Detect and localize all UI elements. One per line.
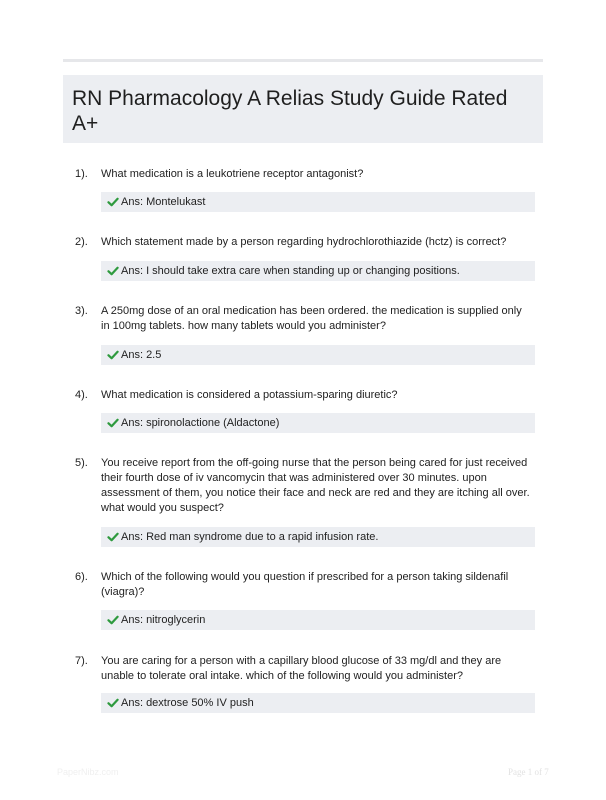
answer-text: Ans: Red man syndrome due to a rapid infusion rate. [121, 531, 379, 543]
checkmark-icon [107, 349, 119, 361]
question-number: 3). [75, 305, 88, 317]
answer-text: Ans: nitroglycerin [121, 614, 206, 626]
answer-box [101, 527, 535, 547]
page-number: Page 1 of 7 [508, 767, 549, 777]
answer-box [101, 192, 535, 212]
checkmark-icon [107, 417, 119, 429]
question-number: 4). [75, 389, 88, 401]
checkmark-icon [107, 196, 119, 208]
answer-box [101, 413, 535, 433]
answer-box [101, 693, 535, 713]
checkmark-icon [107, 531, 119, 543]
question-text: What medication is considered a potassium-sparing diuretic? [101, 389, 398, 401]
question-number: 6). [75, 571, 88, 583]
question-text: What medication is a leukotriene receptor antagonist? [101, 168, 364, 180]
answer-box [101, 261, 535, 281]
question-number: 5). [75, 457, 88, 469]
top-divider [63, 59, 543, 62]
question-text: Which of the following would you question if prescribed for a person taking sildenafil (viagra)? [101, 571, 509, 598]
answer-box [101, 345, 535, 365]
footer-watermark: PaperNibz.com [57, 767, 119, 777]
answer-text: Ans: 2.5 [121, 349, 162, 361]
checkmark-icon [107, 265, 119, 277]
question-text: You receive report from the off-going nurse that the person being cared for just received their fourth dose of iv vancomycin that was administered over 30 minutes. upon assessment of them, you notice their face and neck are red and they are itching all over. what would you suspect? [101, 457, 530, 514]
question-text: You are caring for a person with a capillary blood glucose of 33 mg/dl and they are unable to tolerate oral intake. which of the following would you administer? [101, 655, 502, 682]
answer-text: Ans: I should take extra care when standing up or changing positions. [121, 265, 460, 277]
answer-text: Ans: Montelukast [121, 196, 206, 208]
question-text: Which statement made by a person regarding hydrochlorothiazide (hctz) is correct? [101, 236, 507, 248]
question-number: 7). [75, 655, 88, 667]
title-banner [63, 75, 543, 143]
answer-text: Ans: dextrose 50% IV push [121, 697, 254, 709]
checkmark-icon [107, 697, 119, 709]
question-number: 1). [75, 168, 88, 180]
question-text: A 250mg dose of an oral medication has been ordered. the medication is supplied only in 100mg tablets. how many tablets would you administer? [101, 305, 522, 332]
answer-text: Ans: spironolactione (Aldactone) [121, 417, 280, 429]
checkmark-icon [107, 614, 119, 626]
answer-box [101, 610, 535, 630]
question-number: 2). [75, 236, 88, 248]
page-title: RN Pharmacology A Relias Study Guide Rated A+ [72, 87, 508, 135]
